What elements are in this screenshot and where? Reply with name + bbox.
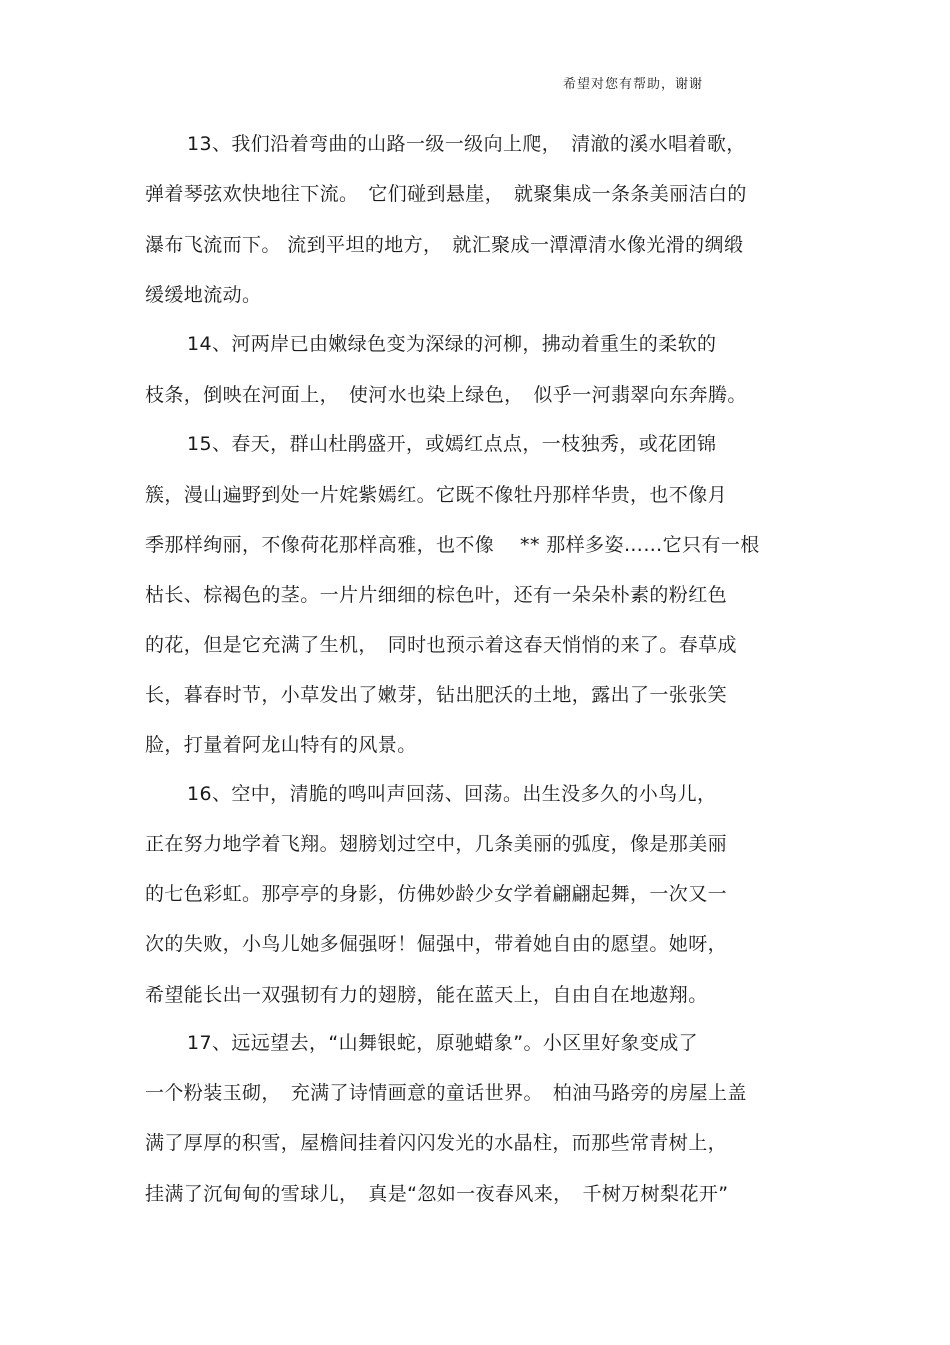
paragraph-14-line-1: 14、河两岸已由嫩绿色变为深绿的河柳，拂动着重生的柔软的	[187, 333, 717, 355]
paragraph-16-line-1: 16、空中，清脆的鸣叫声回荡、回荡。出生没多久的小鸟儿，	[187, 783, 717, 805]
paragraph-15-line-4: 枯长、棕褐色的茎。一片片细细的棕色叶，还有一朵朵朴素的粉红色	[145, 584, 728, 606]
paragraph-17-line-3: 满了厚厚的积雪，屋檐间挂着闪闪发光的水晶柱，而那些常青树上，	[145, 1132, 728, 1154]
header-note: 希望对您有帮助，谢谢	[563, 77, 704, 92]
paragraph-17-line-4: 挂满了沉甸甸的雪球儿， 真是“忽如一夜春风来， 千树万树梨花开”	[145, 1183, 729, 1205]
paragraph-15-line-3: 季那样绚丽，不像荷花那样高雅，也不像 ** 那样多姿……它只有一根	[145, 534, 760, 556]
paragraph-13-line-4: 缓缓地流动。	[145, 284, 262, 306]
paragraph-13-line-3: 瀑布飞流而下。 流到平坦的地方， 就汇聚成一潭潭清水像光滑的绸缎	[145, 234, 744, 256]
paragraph-15-line-5: 的花，但是它充满了生机， 同时也预示着这春天悄悄的来了。春草成	[145, 634, 737, 656]
paragraph-14-line-2: 枝条，倒映在河面上， 使河水也染上绿色， 似乎一河翡翠向东奔腾。	[145, 384, 747, 406]
paragraph-16-line-2: 正在努力地学着飞翔。翅膀划过空中，几条美丽的弧度，像是那美丽	[145, 833, 728, 855]
paragraph-17-line-1: 17、远远望去，“山舞银蛇，原驰蜡象”。小区里好象变成了	[187, 1032, 699, 1054]
paragraph-13-line-2: 弹着琴弦欢快地往下流。 它们碰到悬崖， 就聚集成一条条美丽洁白的	[145, 183, 747, 205]
paragraph-15-line-7: 脸，打量着阿龙山特有的风景。	[145, 734, 417, 756]
paragraph-16-line-3: 的七色彩虹。那亭亭的身影，仿佛妙龄少女学着翩翩起舞，一次又一	[145, 883, 728, 905]
paragraph-13-line-1: 13、我们沿着弯曲的山路一级一级向上爬， 清澈的溪水唱着歌，	[187, 133, 746, 155]
paragraph-17-line-2: 一个粉装玉砌， 充满了诗情画意的童话世界。 柏油马路旁的房屋上盖	[145, 1082, 747, 1104]
paragraph-16-line-4: 次的失败，小鸟儿她多倔强呀！倔强中，带着她自由的愿望。她呀，	[145, 933, 728, 955]
paragraph-15-line-1: 15、春天，群山杜鹃盛开，或嫣红点点，一枝独秀，或花团锦	[187, 433, 717, 455]
paragraph-16-line-5: 希望能长出一双强韧有力的翅膀，能在蓝天上，自由自在地遨翔。	[145, 984, 708, 1006]
paragraph-15-line-2: 簇，漫山遍野到处一片姹紫嫣红。它既不像牡丹那样华贵，也不像月	[145, 484, 728, 506]
paragraph-15-line-6: 长，暮春时节，小草发出了嫩芽，钻出肥沃的土地，露出了一张张笑	[145, 684, 728, 706]
